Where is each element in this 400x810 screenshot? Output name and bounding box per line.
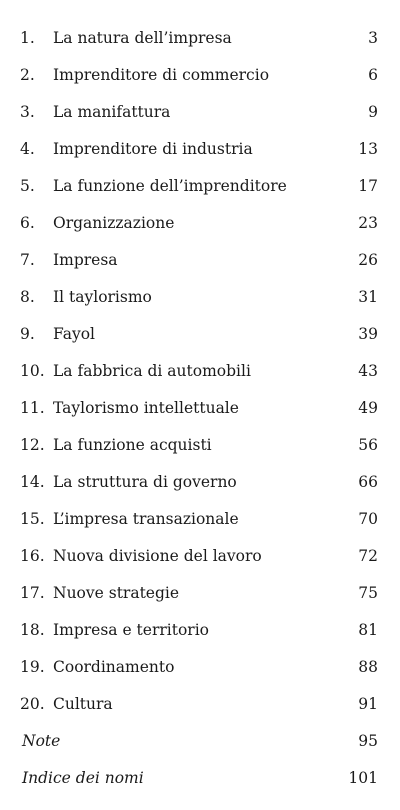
chapter-title: Taylorismo intellettuale — [53, 399, 239, 417]
page-number: 56 — [358, 436, 378, 454]
chapter-title: La struttura di governo — [53, 473, 237, 491]
chapter-number: 4. — [20, 140, 35, 158]
table-of-contents — [0, 28, 400, 805]
toc-entry — [0, 213, 400, 250]
chapter-title: Fayol — [53, 325, 95, 343]
chapter-title: La manifattura — [53, 103, 171, 121]
chapter-number: 12. — [20, 436, 45, 454]
toc-entry — [0, 472, 400, 509]
page-number: 75 — [358, 584, 378, 602]
page-number: 81 — [358, 621, 378, 639]
chapter-number: 1. — [20, 29, 35, 47]
toc-entry — [0, 28, 400, 65]
chapter-number: 6. — [20, 214, 35, 232]
page-number: 13 — [358, 140, 378, 158]
toc-entry-index — [0, 768, 400, 805]
chapter-title: Cultura — [53, 695, 113, 713]
toc-entry — [0, 287, 400, 324]
chapter-title: Imprenditore di industria — [53, 140, 253, 158]
chapter-number: 5. — [20, 177, 35, 195]
page-number: 88 — [358, 658, 378, 676]
chapter-title: La fabbrica di automobili — [53, 362, 251, 380]
chapter-title: Nuova divisione del lavoro — [53, 547, 262, 565]
chapter-number: 2. — [20, 66, 35, 84]
page-number: 91 — [358, 695, 378, 713]
page-number: 101 — [348, 769, 378, 787]
toc-entry — [0, 509, 400, 546]
chapter-number: 8. — [20, 288, 35, 306]
page-number: 49 — [358, 399, 378, 417]
page-number: 6 — [368, 66, 378, 84]
chapter-number: 15. — [20, 510, 45, 528]
chapter-number: 18. — [20, 621, 45, 639]
chapter-number: 19. — [20, 658, 45, 676]
toc-entry — [0, 324, 400, 361]
chapter-title: Impresa e territorio — [53, 621, 209, 639]
chapter-number: 20. — [20, 695, 45, 713]
page-number: 66 — [358, 473, 378, 491]
chapter-title: Imprenditore di commercio — [53, 66, 270, 84]
page-number: 95 — [358, 732, 378, 750]
page-number: 9 — [368, 103, 378, 121]
chapter-title: La natura dell’impresa — [53, 29, 232, 47]
chapter-number: 16. — [20, 547, 45, 565]
toc-entry — [0, 65, 400, 102]
toc-entry-notes — [0, 731, 400, 768]
toc-entry — [0, 583, 400, 620]
chapter-title: L’impresa transazionale — [53, 510, 239, 528]
chapter-number: 14. — [20, 473, 45, 491]
toc-entry — [0, 435, 400, 472]
back-matter-title: Note — [22, 732, 61, 750]
chapter-title: Impresa — [53, 251, 118, 269]
page-number: 31 — [358, 288, 378, 306]
page-number: 39 — [358, 325, 378, 343]
page-number: 70 — [358, 510, 378, 528]
chapter-title: La funzione acquisti — [53, 436, 212, 454]
chapter-number: 17. — [20, 584, 45, 602]
page-number: 26 — [358, 251, 378, 269]
toc-entry — [0, 102, 400, 139]
chapter-title: Nuove strategie — [53, 584, 180, 602]
toc-entry — [0, 620, 400, 657]
page-number: 72 — [358, 547, 378, 565]
toc-entry — [0, 694, 400, 731]
page-number: 3 — [368, 29, 378, 47]
chapter-title: Il taylorismo — [53, 288, 152, 306]
page-number: 17 — [358, 177, 378, 195]
chapter-title: Coordinamento — [53, 658, 175, 676]
back-matter-title: Indice dei nomi — [22, 769, 144, 787]
chapter-number: 7. — [20, 251, 35, 269]
toc-entry — [0, 176, 400, 213]
chapter-number: 10. — [20, 362, 45, 380]
chapter-title: La funzione dell’imprenditore — [53, 177, 287, 195]
toc-entry — [0, 546, 400, 583]
toc-entry — [0, 250, 400, 287]
toc-entry — [0, 398, 400, 435]
chapter-number: 9. — [20, 325, 35, 343]
chapter-number: 11. — [20, 399, 45, 417]
page-number: 43 — [358, 362, 378, 380]
toc-entry — [0, 657, 400, 694]
toc-entry — [0, 139, 400, 176]
page-number: 23 — [358, 214, 378, 232]
chapter-number: 3. — [20, 103, 35, 121]
toc-entry — [0, 361, 400, 398]
chapter-title: Organizzazione — [53, 214, 175, 232]
